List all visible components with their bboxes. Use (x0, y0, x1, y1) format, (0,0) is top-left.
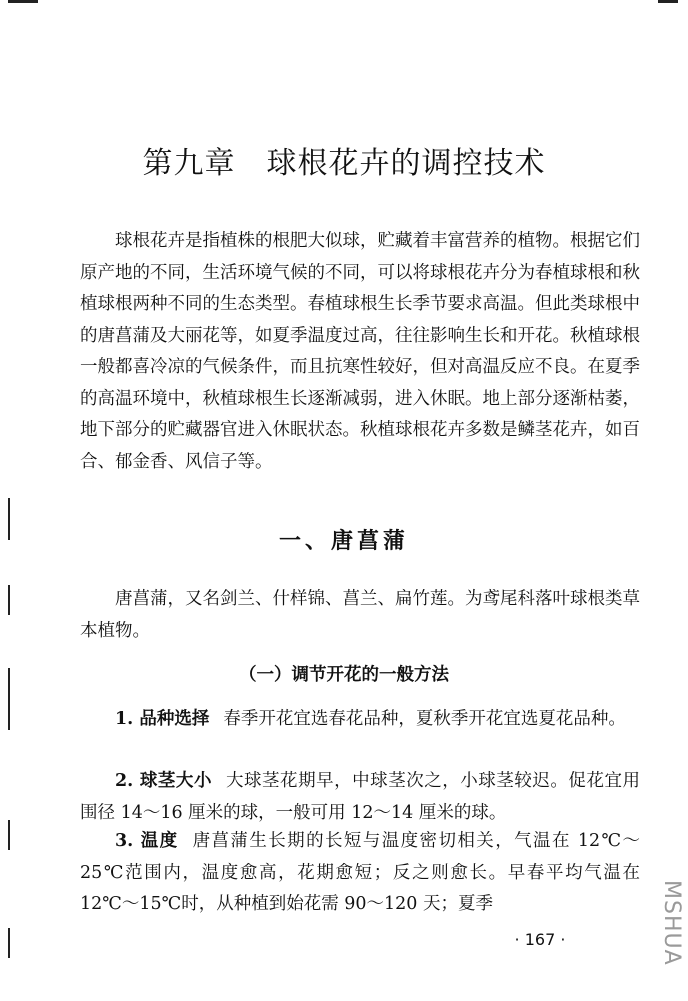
section-title: 一、唐菖蒲 (278, 528, 409, 554)
chapter-title: 第九章 球根花卉的调控技术 (142, 146, 546, 181)
scan-edge-mark (8, 820, 10, 850)
scan-edge-mark (8, 928, 10, 958)
scan-edge-mark (658, 0, 678, 3)
method-item-corm-size (80, 766, 640, 829)
section-paragraph: 唐菖蒲，又名剑兰、什样锦、菖兰、扁竹莲。为鸢尾科落叶球根类草本植物。 (80, 589, 640, 641)
method-text: 春季开花宜选春花品种，夏秋季开花宜选夏花品种。 (223, 709, 626, 729)
method-text: 大球茎花期早，中球茎次之，小球茎较迟。促花宜用围径 14～16 厘米的球，一般可用 12～14 厘米的球。 (80, 771, 640, 823)
method-text: 唐菖蒲生长期的长短与温度密切相关，气温在 12℃～25℃范围内，温度愈高，花期愈短；反之则愈长。早春平均气温在 12℃～15℃时，从种植到始花需 90～120 天；夏季 (80, 831, 640, 914)
method-item-variety (80, 704, 640, 736)
watermark: MSHUA (659, 880, 684, 966)
intro-paragraph: 球根花卉是指植株的根肥大似球，贮藏着丰富营养的植物。根据它们原产地的不同，生活环境气候的不同，可以将球根花卉分为春植球根和秋植球根两种不同的生态类型。春植球根生长季节要求高温。但此类球根中的唐菖蒲及大丽花等，如夏季温度过高，往往影响生长和开花。秋植球根一般都喜冷凉的气候条件，而且抗寒性较好，但对高温反应不良。在夏季的高温环境中，秋植球根生长逐渐减弱，进入休眠。地上部分逐渐枯萎，地下部分的贮藏器官进入休眠状态。秋植球根花卉多数是鳞茎花卉，如百合、郁金香、风信子等。 (80, 231, 640, 472)
method-term: 1. 品种选择 (115, 709, 210, 729)
subsection-title: （一）调节开花的一般方法 (239, 665, 449, 685)
scan-edge-mark (8, 0, 38, 3)
scan-edge-mark (8, 585, 10, 615)
method-item-temperature (80, 826, 640, 921)
page-number: · 167 · (514, 930, 566, 949)
method-term: 3. 温度 (115, 831, 179, 851)
method-term: 2. 球茎大小 (115, 771, 212, 791)
